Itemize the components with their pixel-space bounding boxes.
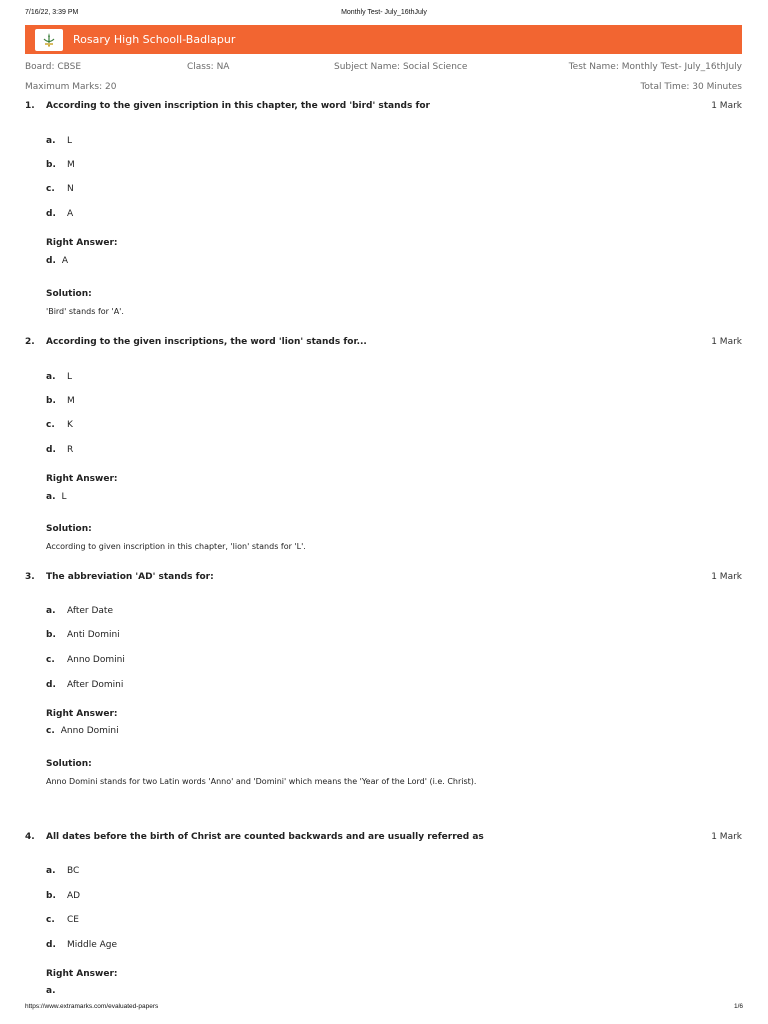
- page-number: 1/6: [733, 1003, 743, 1010]
- print-header: [0, 9, 768, 21]
- solution-label: Solution:: [46, 289, 92, 299]
- question-number: 2.: [25, 337, 35, 347]
- class-label: Class: NA: [187, 62, 230, 72]
- question-number: 1.: [25, 101, 35, 111]
- right-answer: c. Anno Domini: [46, 726, 119, 736]
- right-answer-label: Right Answer:: [46, 709, 118, 719]
- right-answer-label: Right Answer:: [46, 969, 118, 979]
- print-datetime: 7/16/22, 3:39 PM: [25, 9, 79, 16]
- max-marks-label: Maximum Marks: 20: [25, 82, 117, 92]
- solution-text: Anno Domini stands for two Latin words 'Anno' and 'Domini' which means the 'Year of the Lord' (i.e. Christ).: [46, 777, 477, 786]
- solution-text: According to given inscription in this chapter, 'lion' stands for 'L'.: [46, 542, 306, 551]
- question-text: All dates before the birth of Christ are counted backwards and are usually referred as: [46, 832, 484, 842]
- page-url-link[interactable]: https://www.extramarks.com/evaluated-papers: [25, 1003, 159, 1010]
- print-footer: [0, 1003, 768, 1015]
- question-4: 4. All dates before the birth of Christ are counted backwards and are usually referred as 1 Mark a. BC b. AD c. CE d. Middle Age Right Answer: a.: [25, 832, 742, 996]
- question-1: 1. According to the given inscription in this chapter, the word 'bird' stands for 1 Mark a. L b. M c. N d. A Right Answer: d. A Solution: 'Bird' stands for 'A'.: [25, 101, 742, 316]
- right-answer: a. L: [46, 492, 67, 502]
- right-answer-label: Right Answer:: [46, 238, 118, 248]
- solution-label: Solution:: [46, 524, 92, 534]
- question-text: According to the given inscription in this chapter, the word 'bird' stands for: [46, 101, 430, 111]
- question-marks: 1 Mark: [711, 572, 742, 582]
- subject-label: Subject Name: Social Science: [334, 62, 468, 72]
- test-meta-row-1: [25, 62, 742, 76]
- total-time-label: Total Time: 30 Minutes: [640, 82, 742, 92]
- right-answer-label: Right Answer:: [46, 474, 118, 484]
- question-number: 4.: [25, 832, 35, 842]
- question-number: 3.: [25, 572, 35, 582]
- school-crest-icon: [35, 29, 63, 51]
- question-text: The abbreviation 'AD' stands for:: [46, 572, 214, 582]
- right-answer: d. A: [46, 256, 69, 266]
- question-marks: 1 Mark: [711, 337, 742, 347]
- board-label: Board: CBSE: [25, 62, 82, 72]
- solution-label: Solution:: [46, 759, 92, 769]
- school-banner: [25, 25, 742, 54]
- question-3: 3. The abbreviation 'AD' stands for: 1 Mark a. After Date b. Anti Domini c. Anno Domini d. After Domini Right Answer: c. Anno Domini Solution: Anno Domini stands for two Latin words 'Anno' and 'Domini' which means the 'Year of the Lord' (i.e. Christ).: [25, 572, 742, 786]
- test-meta-row-2: [25, 82, 742, 96]
- solution-text: 'Bird' stands for 'A'.: [46, 307, 124, 316]
- question-text: According to the given inscriptions, the word 'lion' stands for...: [46, 337, 367, 347]
- question-marks: 1 Mark: [711, 832, 742, 842]
- school-name: Rosary High Schooll-Badlapur: [73, 33, 236, 46]
- question-marks: 1 Mark: [711, 101, 742, 111]
- question-2: 2. According to the given inscriptions, the word 'lion' stands for... 1 Mark a. L b. M c. K d. R Right Answer: a. L Solution: According to given inscription in this chapter, 'lion' stands for 'L'.: [25, 337, 742, 551]
- test-name-label: Test Name: Monthly Test- July_16thJuly: [568, 62, 742, 72]
- right-answer: a.: [46, 986, 56, 996]
- print-doc-title: Monthly Test- July_16thJuly: [341, 9, 427, 16]
